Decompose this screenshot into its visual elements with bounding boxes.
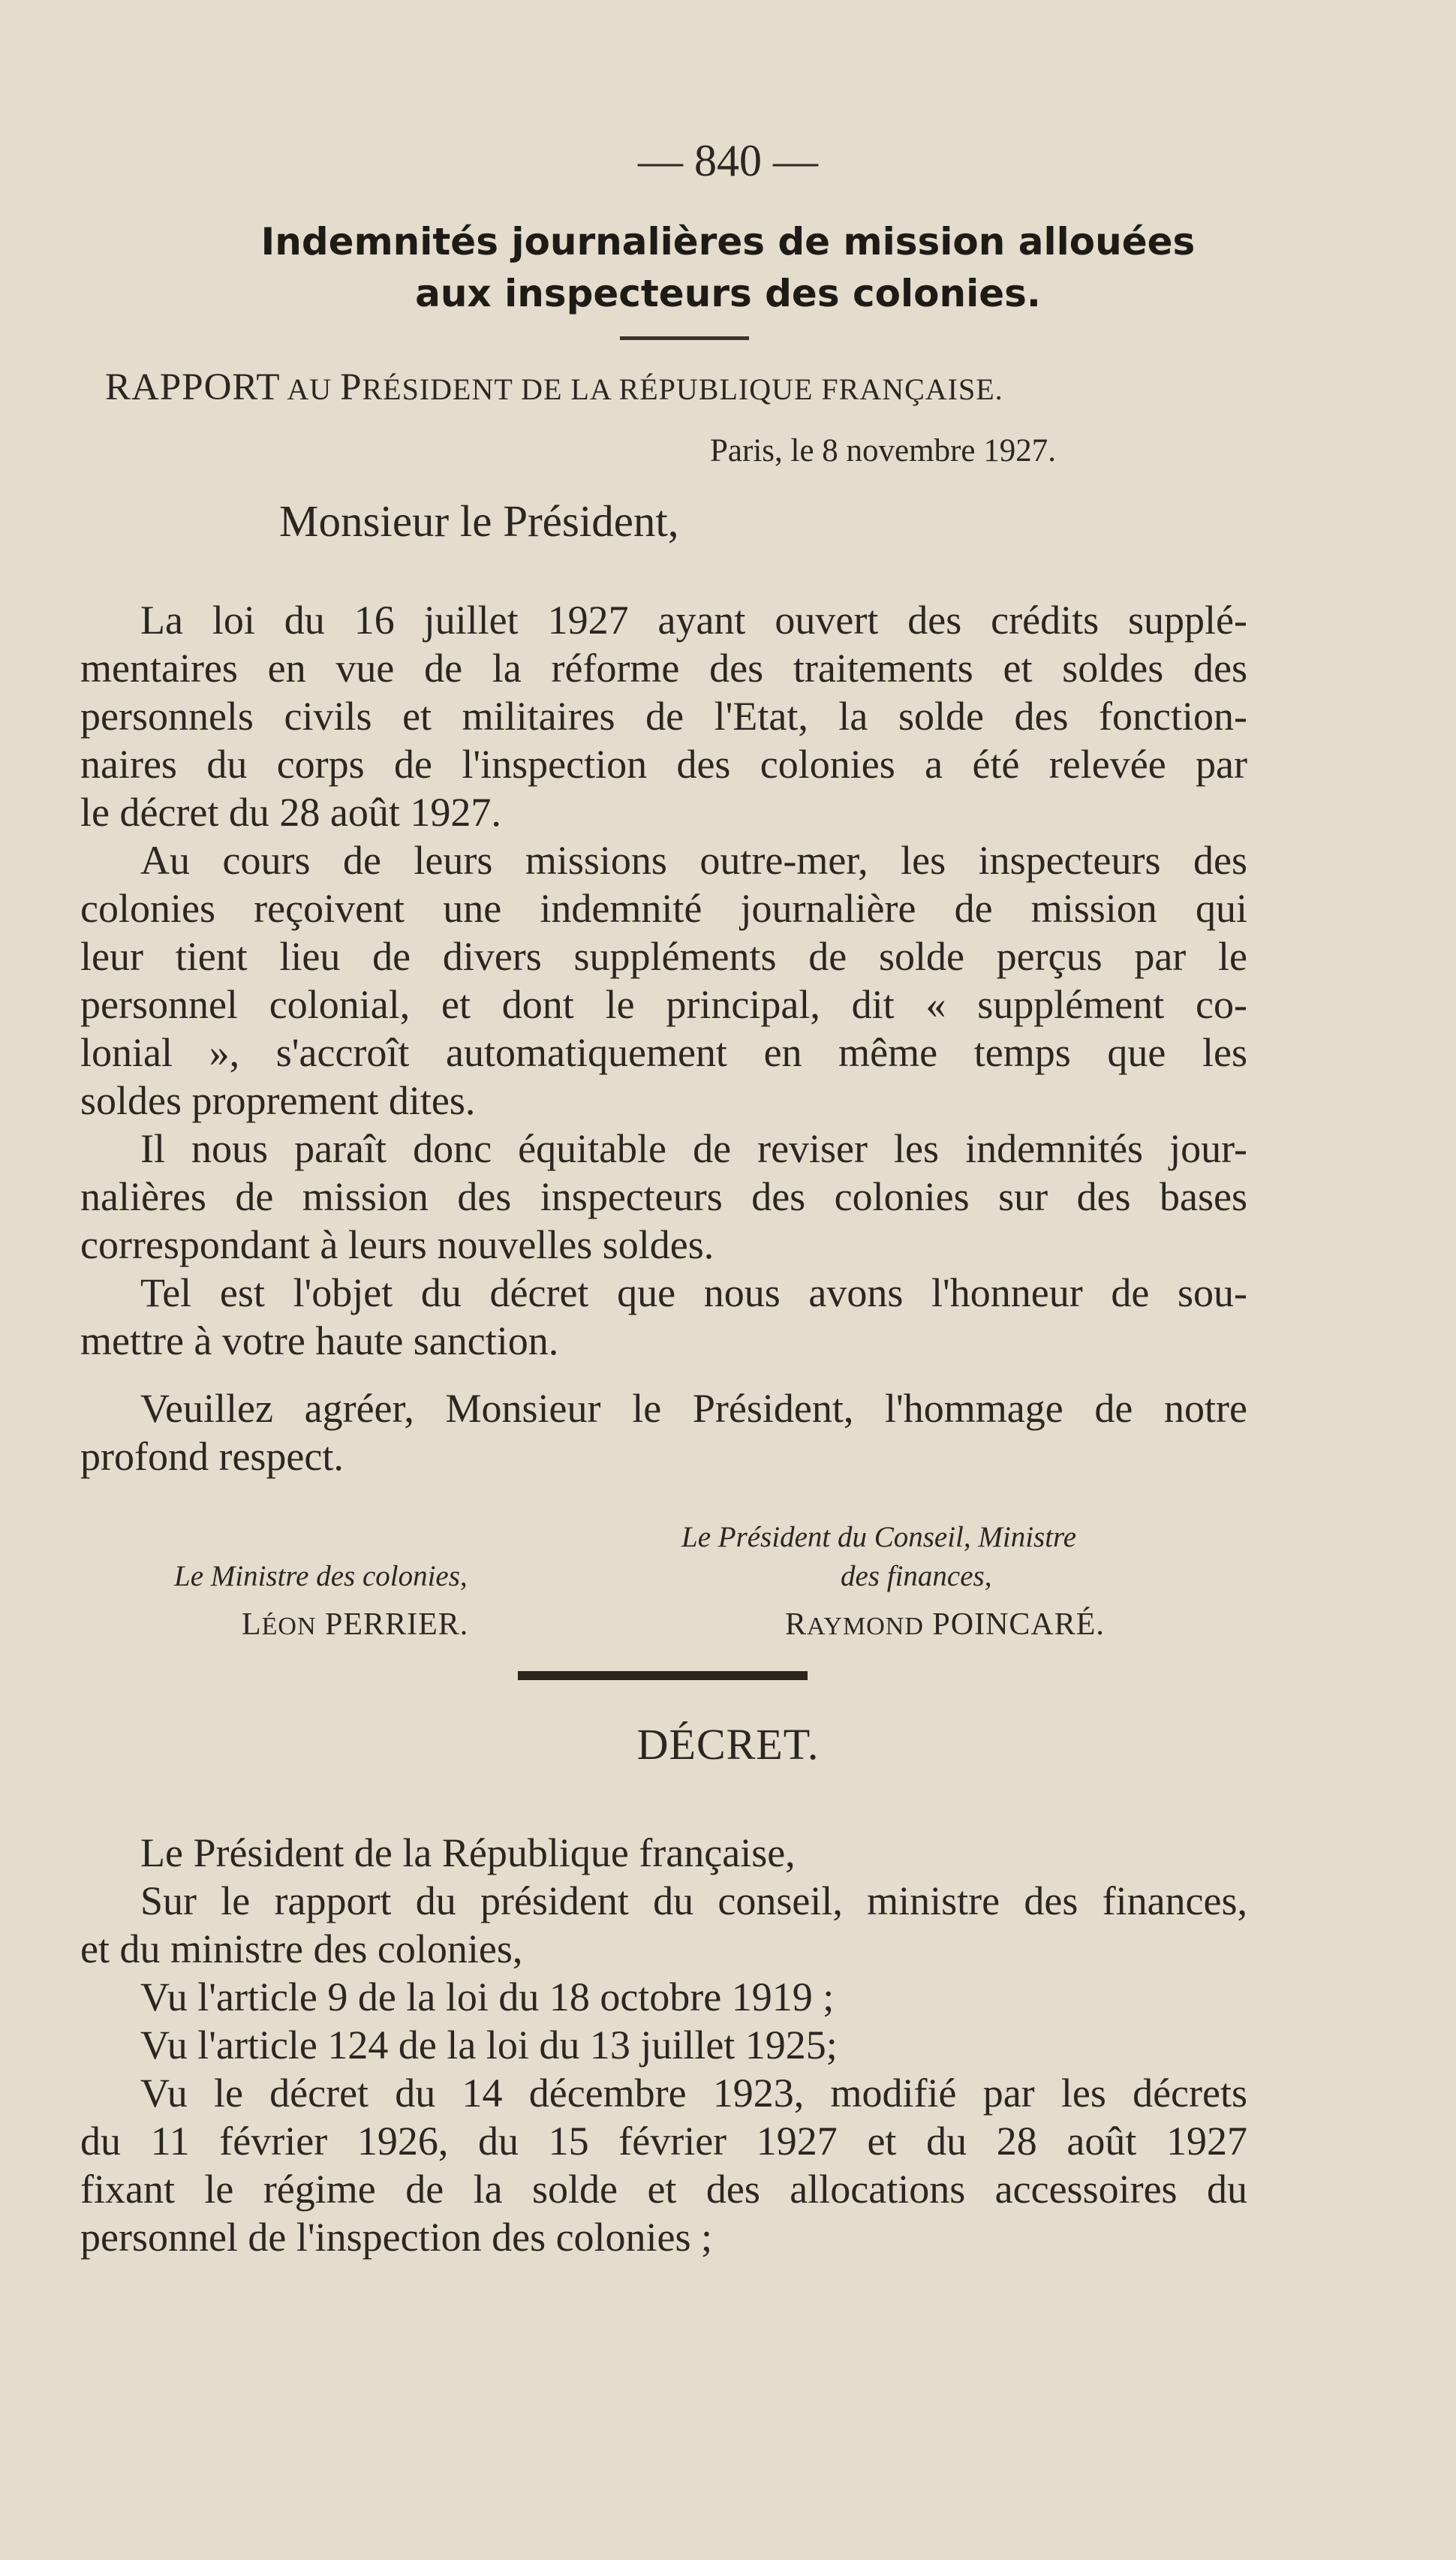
text-line: mettre à votre haute sanction.	[80, 1318, 559, 1363]
decree-line: Vu le décret du 14 décembre 1923, modifié par les décrets	[140, 2071, 1247, 2116]
decree-body	[80, 1829, 1247, 2261]
page-number: — 840 —	[638, 136, 818, 185]
text-line: correspondant à leurs nouvelles soldes.	[80, 1222, 714, 1267]
signatory-right-title-line-1: Le Président du Conseil, Ministre	[681, 1521, 1077, 1553]
salutation: Monsieur le Président,	[279, 496, 679, 546]
paragraph-5	[80, 1384, 1247, 1480]
text-line: leur tient lieu de divers suppléments de solde perçus par le	[80, 934, 1247, 979]
decree-line: Vu l'article 9 de la loi du 18 octobre 1919 ;	[140, 1974, 835, 2019]
paragraph-3	[80, 1125, 1247, 1269]
text-line: le décret du 28 août 1927.	[80, 790, 501, 835]
signatory-right-name: RAYMOND POINCARÉ.	[785, 1607, 1105, 1642]
decree-line: et du ministre des colonies,	[80, 1926, 523, 1971]
text-line: lonial », s'accroît automatiquement en même temps que les	[80, 1030, 1247, 1075]
decree-line: fixant le régime de la solde et des allocations accessoires du	[80, 2167, 1247, 2212]
short-divider	[620, 336, 749, 340]
text-line: soldes proprement dites.	[80, 1078, 476, 1123]
text-line: nalières de mission des inspecteurs des colonies sur des bases	[80, 1174, 1247, 1219]
text-line: Au cours de leurs missions outre-mer, les inspecteurs des	[140, 838, 1247, 883]
signatory-right-title-line-2: des finances,	[841, 1560, 992, 1592]
paragraph-2	[80, 836, 1247, 1125]
decree-line: Le Président de la République française,	[140, 1830, 796, 1875]
paragraph-4	[80, 1269, 1247, 1365]
text-line: personnel colonial, et dont le principal, dit « supplément co-	[80, 982, 1247, 1027]
text-line: Il nous paraît donc équitable de reviser les indemnités jour-	[140, 1126, 1247, 1171]
text-line: profond respect.	[80, 1434, 344, 1479]
text-line: Tel est l'objet du décret que nous avons l'honneur de sou-	[140, 1270, 1247, 1315]
decree-title: DÉCRET.	[636, 1720, 820, 1769]
article-heading-line-1: Indemnités journalières de mission allouées	[260, 220, 1196, 264]
text-line: La loi du 16 juillet 1927 ayant ouvert des crédits supplé-	[140, 598, 1247, 643]
decree-line: du 11 février 1926, du 15 février 1927 et du 28 août 1927	[80, 2119, 1247, 2164]
report-title: RAPPORT AU PRÉSIDENT DE LA RÉPUBLIQUE FRANÇAISE.	[105, 366, 1003, 408]
text-line: personnels civils et militaires de l'Etat, la solde des fonction-	[80, 694, 1247, 739]
article-heading-line-2: aux inspecteurs des colonies.	[415, 272, 1041, 315]
paragraph-1	[80, 596, 1247, 836]
signatory-left-title: Le Ministre des colonies,	[174, 1560, 468, 1592]
text-line: colonies reçoivent une indemnité journalière de mission qui	[80, 886, 1247, 931]
text-line: naires du corps de l'inspection des colonies a été relevée par	[80, 742, 1247, 787]
decree-line: Sur le rapport du président du conseil, ministre des finances,	[140, 1878, 1247, 1923]
date-line: Paris, le 8 novembre 1927.	[710, 433, 1056, 468]
text-line: Veuillez agréer, Monsieur le Président, l'hommage de notre	[140, 1386, 1247, 1431]
text-line: mentaires en vue de la réforme des traitements et soldes des	[80, 646, 1247, 691]
signatory-left-name: LÉON PERRIER.	[242, 1607, 469, 1642]
decree-line: personnel de l'inspection des colonies ;	[80, 2215, 713, 2260]
decree-line: Vu l'article 124 de la loi du 13 juillet 1925;	[140, 2022, 838, 2068]
thick-divider	[518, 1671, 808, 1680]
